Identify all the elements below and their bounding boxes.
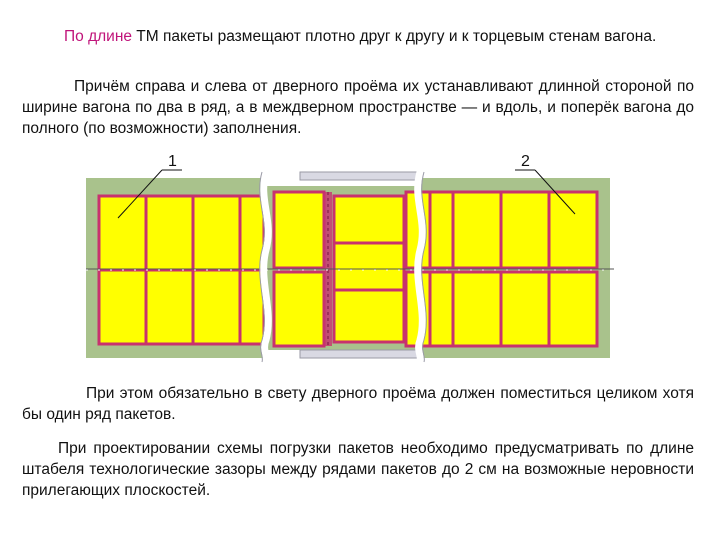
package <box>430 192 453 268</box>
door-frame-bottom <box>300 350 418 358</box>
callout-label-2: 2 <box>521 153 530 170</box>
package <box>453 272 501 346</box>
package <box>549 272 597 346</box>
paragraph-door-rule-text: При этом обязательно в свету дверного проёма должен поместиться целиком хотя бы один ряд пакетов. <box>22 385 694 423</box>
package <box>274 192 324 268</box>
package <box>334 243 404 290</box>
package <box>334 196 404 243</box>
paragraph-door-rule <box>22 383 694 425</box>
package <box>549 192 597 268</box>
package <box>274 272 324 346</box>
callout-label-1: 1 <box>168 153 177 170</box>
package <box>193 196 240 270</box>
door-frame-top <box>300 172 418 180</box>
package <box>501 272 549 346</box>
package <box>146 270 193 344</box>
package <box>99 270 146 344</box>
package <box>430 272 453 346</box>
package <box>193 270 240 344</box>
paragraph-gaps-text: При проектировании схемы погрузки пакетов необходимо предусматривать по длине штабеля технологические зазоры между рядами пакетов до 2 см на возможные неровности прилегающих плоскостей. <box>22 440 694 499</box>
package <box>146 196 193 270</box>
paragraph-intro-text: ТМ пакеты размещают плотно друг к другу и к торцевым стенам вагона. <box>132 28 657 45</box>
package <box>334 290 404 342</box>
highlight-phrase: По длине <box>64 28 132 45</box>
paragraph-gaps <box>22 438 694 501</box>
paragraph-placement-text: Причём справа и слева от дверного проёма их устанавливают длинной стороной по ширине вагона по два в ряд, а в междверном пространстве — и вдоль, и поперёк вагона до полного (по возможности) заполнения. <box>22 78 694 137</box>
package <box>99 196 146 270</box>
package <box>501 192 549 268</box>
package <box>453 192 501 268</box>
